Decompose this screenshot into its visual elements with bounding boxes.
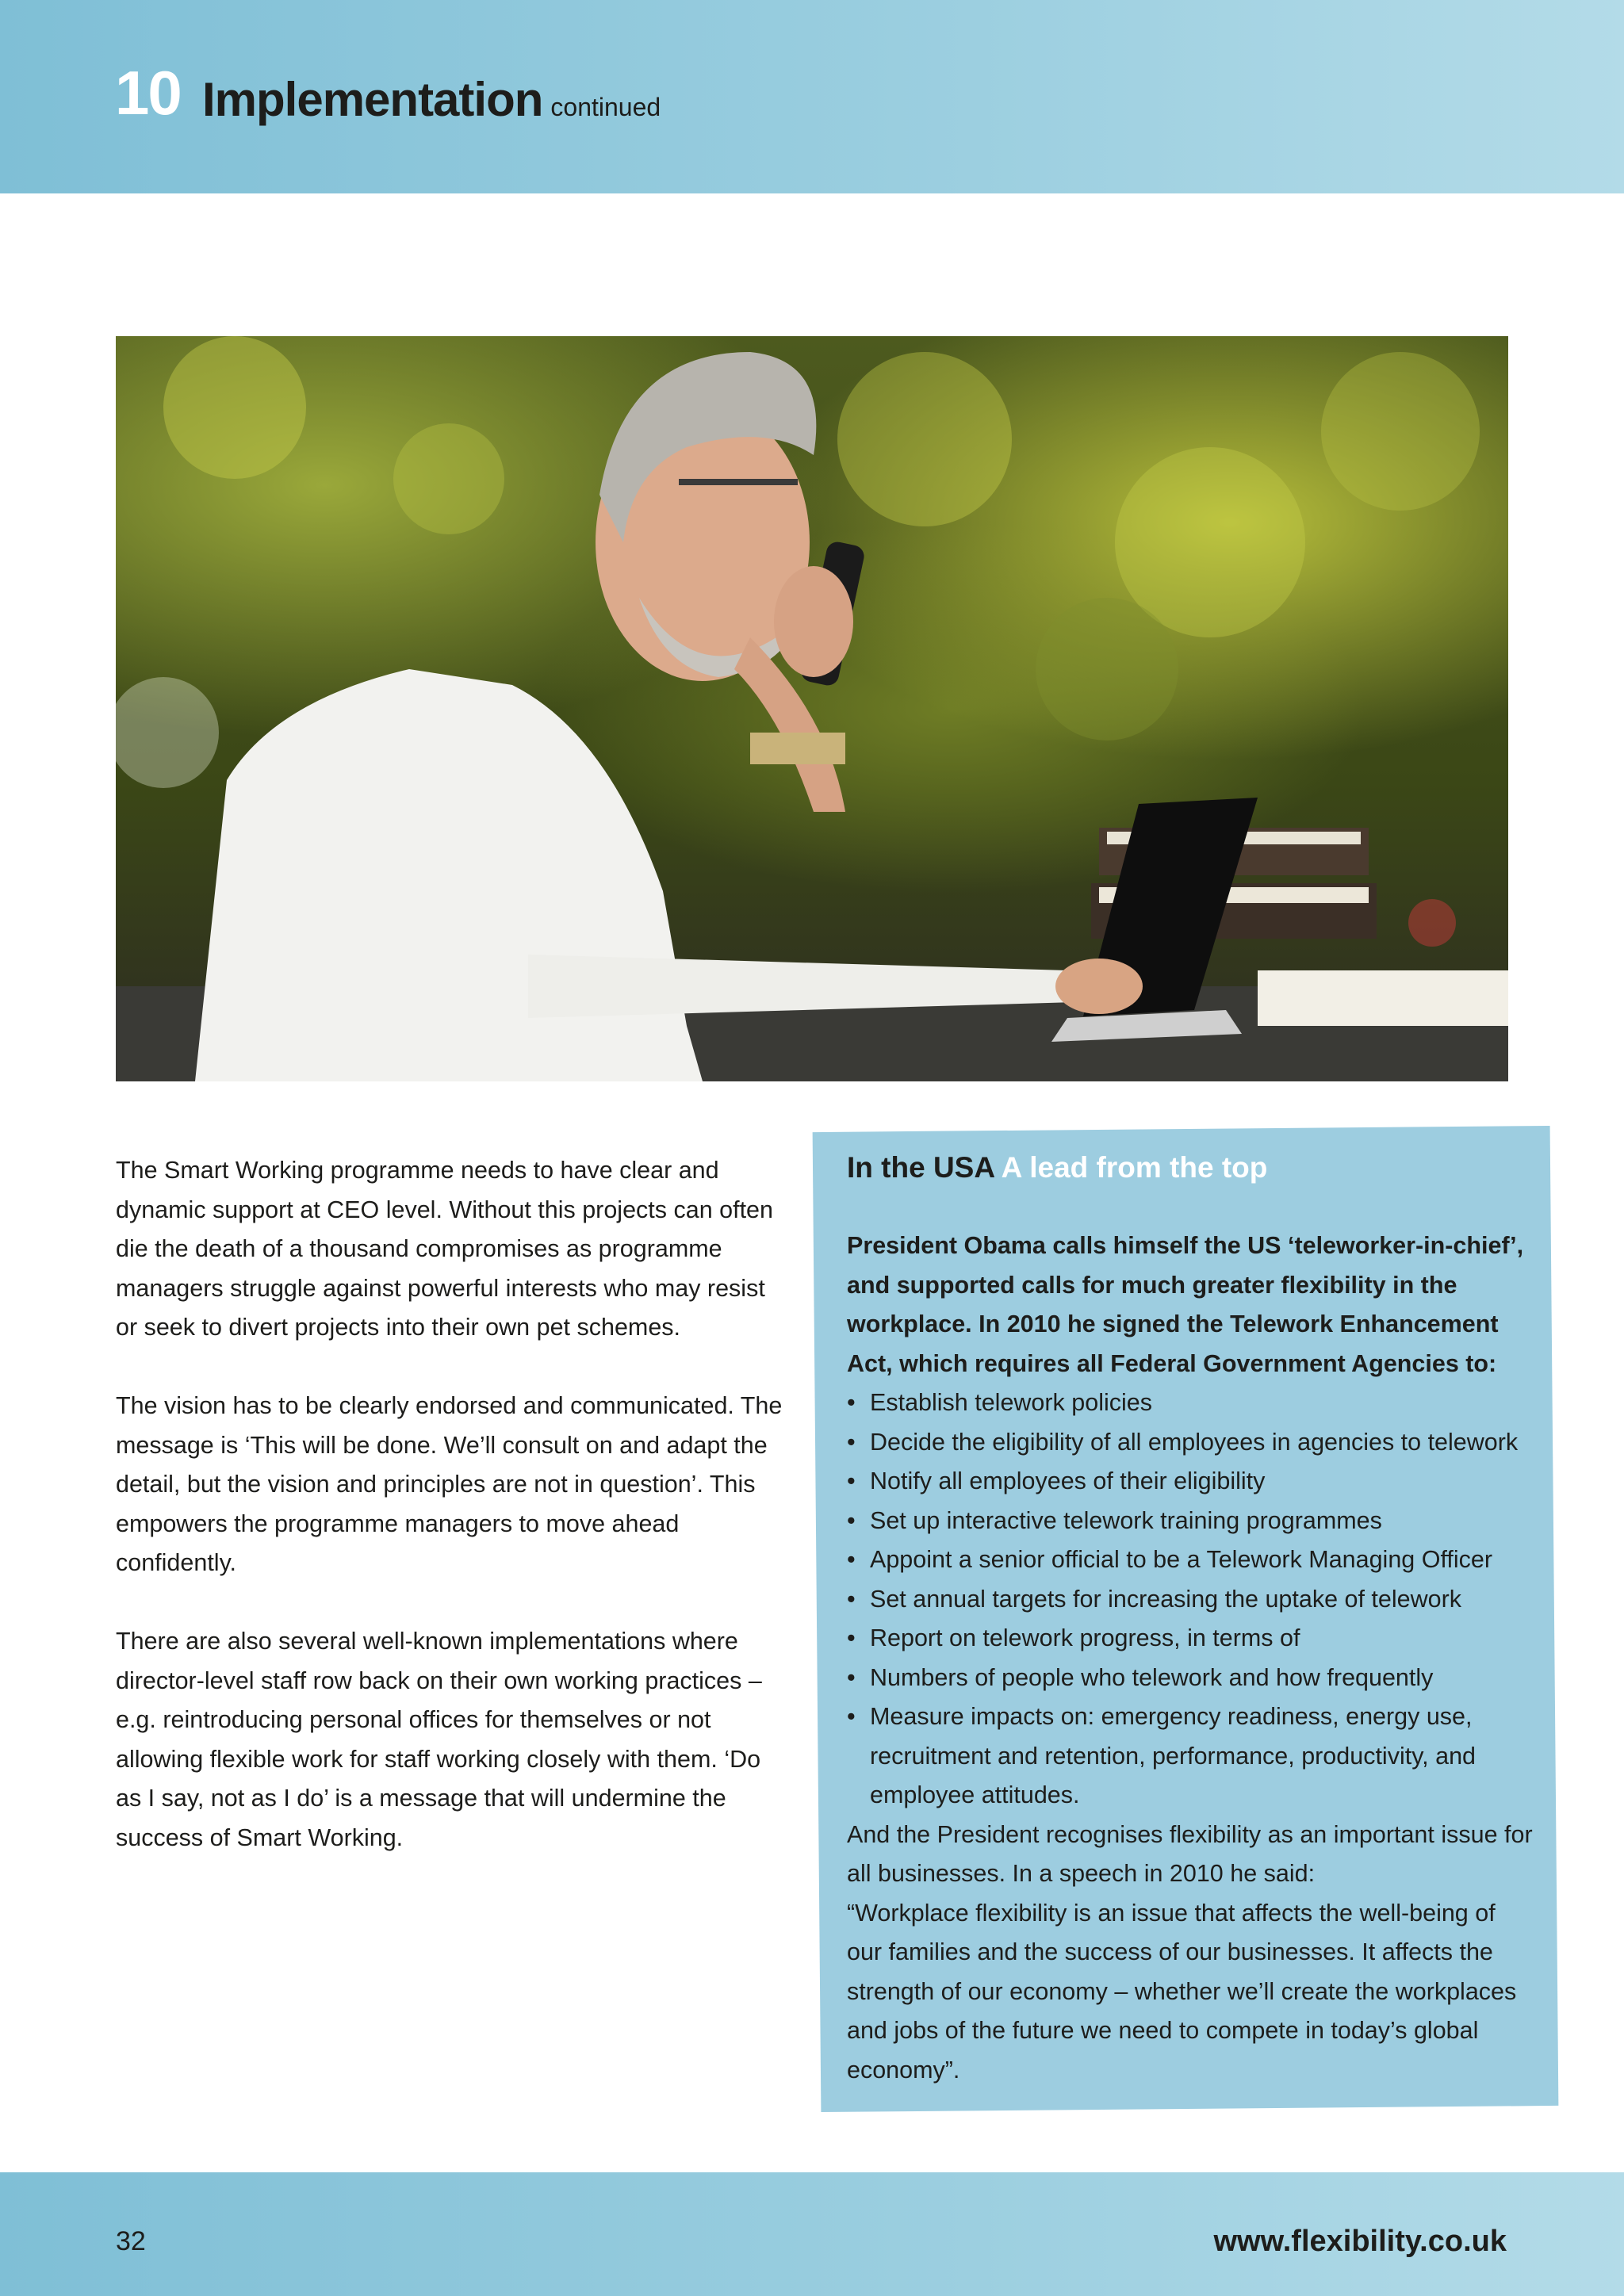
photo-illustration [116,336,1508,1081]
page-title [202,73,661,126]
sidebar-box [847,1148,1537,2090]
footer-band [0,2172,1624,2296]
chapter-number: 10 [115,58,181,128]
list-item: • Measure impacts on: emergency readiness, energy use, recruitment and retention, performance, productivity, and employee attitudes. [847,1697,1537,1816]
hero-photo [116,336,1508,1081]
list-item: • Notify all employees of their eligibility [847,1462,1537,1502]
list-item: • Appoint a senior official to be a Telework Managing Officer [847,1540,1537,1580]
sidebar-title-accent: A lead from the top [1001,1151,1268,1184]
list-item: • Decide the eligibility of all employees in agencies to telework [847,1423,1537,1463]
sidebar-quote: “Workplace flexibility is an issue that affects the well-being of our families and the success of our businesses. It affects the strength of our economy – whether we’ll create the workplaces and jobs of the future we need to compete in today’s global economy”. [847,1899,1517,2084]
list-item: • Set annual targets for increasing the uptake of telework [847,1580,1537,1620]
sidebar-title-main: In the USA [847,1151,994,1184]
footer-url-link[interactable]: www.flexibility.co.uk [1213,2225,1507,2258]
body-text-column [116,1151,790,1897]
list-item: • Report on telework progress, in terms of [847,1619,1537,1659]
title-continued: continued [550,93,661,121]
header-band [0,0,1624,193]
body-paragraph-1: The Smart Working programme needs to have clear and dynamic support at CEO level. Without this projects can often die the death of a thousand compromises as programme managers struggle against powerful interests who may resist or seek to divert projects into their own pet schemes. [116,1157,773,1341]
sidebar-lead: President Obama calls himself the US ‘teleworker-in-chief’, and supported calls for much greater flexibility in the workplace. In 2010 he signed the Telework Enhancement Act, which requires all Federal Government Agencies to: [847,1232,1524,1377]
sidebar-bullet-list [847,1383,1537,1816]
list-item: • Establish telework policies [847,1383,1537,1423]
page-number: 32 [116,2226,146,2256]
body-paragraph-3: There are also several well-known implementations where director-level staff row back on their own working practices – e.g. reintroducing personal offices for themselves or not allowing flexible work for staff working closely with them. ‘Do as I say, not as I do’ is a message that will undermine the success of Smart Working. [116,1628,762,1851]
body-paragraph-2: The vision has to be clearly endorsed and communicated. The message is ‘This will be done. We’ll consult on and adapt the detail, but the vision and principles are not in question’. This empowers the programme managers to move ahead confidently. [116,1392,783,1576]
title-text: Implementation [202,73,543,126]
sidebar-closing-intro: And the President recognises flexibility as an important issue for all businesses. In a speech in 2010 he said: [847,1820,1533,1887]
list-item: • Set up interactive telework training programmes [847,1502,1537,1541]
list-item: • Numbers of people who telework and how frequently [847,1659,1537,1698]
sidebar-title [847,1148,1537,1188]
